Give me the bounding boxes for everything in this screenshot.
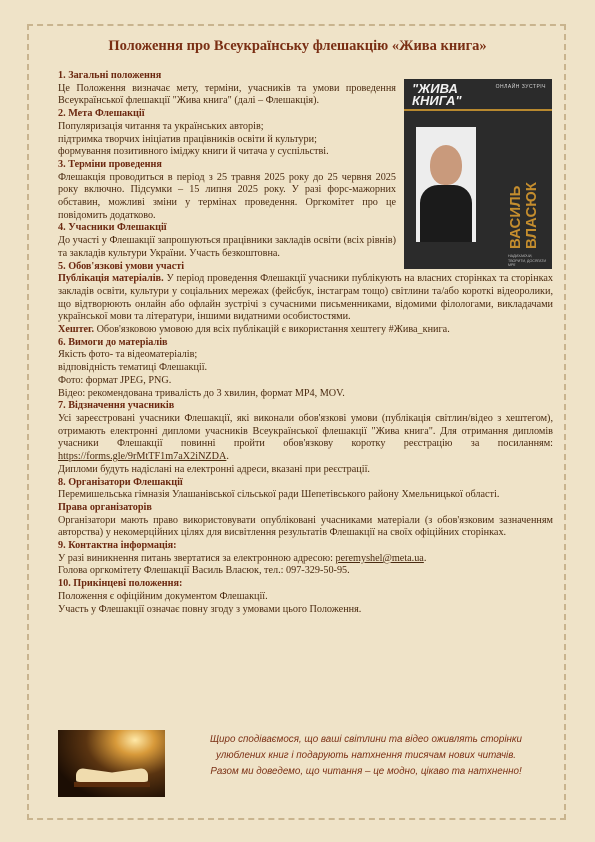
list-item: Популяризація читання та українських авторів; xyxy=(58,120,264,132)
email-link[interactable]: peremyshel@meta.ua xyxy=(335,552,424,564)
section-heading: Права організаторів xyxy=(58,501,152,513)
open-book-image xyxy=(58,730,165,797)
book-binding xyxy=(74,782,150,787)
section-heading: 3. Терміни проведення xyxy=(58,158,162,170)
section-heading: 6. Вимоги до матеріалів xyxy=(58,336,168,348)
section-heading: 2. Мета Флешакції xyxy=(58,108,145,120)
section-text: До участі у Флешакції запрошуються працівники закладів освіти (всіх рівнів) та закладів культури України. Участь безкоштовна. xyxy=(58,235,396,259)
closing-line: Щиро сподіваємося, що ваші світлини та відео оживлять сторінки xyxy=(210,734,522,745)
list-item: відповідність тематиці Флешакції. xyxy=(58,362,208,374)
book-icon xyxy=(76,770,148,788)
section-text: Це Положення визначає мету, терміни, учасників та умови проведення Всеукраїнської флешакції "Жива книга" (далі – Флешакція). xyxy=(58,82,396,107)
list-item: формування позитивного іміджу книги й читача у суспільстві. xyxy=(58,146,329,158)
section-1 xyxy=(58,70,396,261)
list-item: підтримка творчих ініціатив працівників освіти й культури; xyxy=(58,133,317,145)
section-text: Усі зареєстровані учасники Флешакції, які виконали обов'язкові умови (публікація світлин/відео з хештегом), отримають електронні дипломи учасників Всеукраїнської флешакції "Жива книга". Для отримання дипломів учасники Флешакції повинні пройти обов'язкову коротку реєстрацію за посиланням: https://forms.gle/9rMtTF1m7aX2iNZDA. xyxy=(58,412,553,463)
publication-text: У період проведення Флешакції учасники публікують на власних сторінках та сторінках закладів освіти, культури у соціальних мережах (фейсбук, інстаграм тощо) світлини та/або короткі відеоролики, що відтворюють онлайн або офлайн зустрічі з сучасними письменниками, відомими філологами, викладачами української мови та літератури, іншими видатними особистостями. xyxy=(58,273,553,323)
cover-subtitle: ОНЛАЙН ЗУСТРІЧ xyxy=(495,84,546,90)
list-item: Фото: формат JPEG, PNG. xyxy=(58,374,172,386)
section-text xyxy=(58,553,553,566)
cover-title: "ЖИВА КНИГА" xyxy=(412,81,462,108)
closing-line: улюблених книг і подарують натхнення тисячам нових читачів. xyxy=(215,750,517,761)
section-text xyxy=(58,273,553,324)
list-item: Участь у Флешакції означає повну згоду з умовами цього Положення. xyxy=(58,603,362,615)
section-text: Голова оргкомітету Флешакції Василь Власюк, тел.: 097-329-50-95. xyxy=(58,565,350,577)
hashtag-label: Хештег. xyxy=(58,324,95,336)
section-heading: 5. Обов'язкові умови участі xyxy=(58,260,185,272)
section-text: Флешакція проводиться в період з 25 травня 2025 року до 25 червня 2025 року включно. Підсумки – 15 липня 2025 року. У разі форс-мажорних обставин, можливі зміни у термінах проведення. Оргкомітет про це повідомить додатково. xyxy=(58,171,396,221)
section-heading: 4. Учасники Флешакції xyxy=(58,222,167,234)
publication-label: Публікація матеріалів. xyxy=(58,273,164,285)
registration-link[interactable]: https://forms.gle/9rMtTF1m7aX2iNZDA xyxy=(58,451,227,463)
page-title: Положення про Всеукраїнську флешакцію «Жива книга» xyxy=(108,38,487,54)
section-text: Організатори мають право використовувати опубліковані учасниками матеріали (з обов'язковим зазначенням авторства) у некомерційних цілях для висвітлення результатів Флешакції на своїх офіційних сторінках. xyxy=(58,514,553,539)
cover-tagline: НАДИХАЮЧИ, ТВОРИТИ, ДОСЯГАТИ МРІЇ xyxy=(508,254,547,267)
list-item: Якість фото- та відеоматеріалів; xyxy=(58,349,198,361)
document-body xyxy=(58,70,553,616)
hashtag-text: Обов'язковою умовою для всіх публікацій є використання хештегу #Жива_книга. xyxy=(94,324,450,336)
contact-text: У разі виникнення питань звертатися за електронною адресою: xyxy=(58,552,336,564)
section-heading: 8. Організатори Флешакції xyxy=(58,476,183,488)
list-item: Відео: рекомендована тривалість до 3 хвилин, формат MP4, MOV. xyxy=(58,387,345,399)
section-text xyxy=(58,324,553,337)
awards-text: Усі зареєстровані учасники Флешакції, які виконали обов'язкові умови (публікація світлин/відео з хештегом), отримають електронні дипломи учасників Всеукраїнської флешакції "Жива книга". Для отримання дипломів учасники Флешакції повинні пройти обов'язкову коротку реєстрацію за посиланням: xyxy=(58,412,553,450)
list-item: Положення є офіційним документом Флешакції. xyxy=(58,590,268,602)
section-heading: 1. Загальні положення xyxy=(58,70,162,81)
closing-line: Разом ми доведемо, що читання – це модно, цікаво та натхненно! xyxy=(210,766,522,777)
section-text: Дипломи будуть надіслані на електронні адреси, вказані при реєстрації. xyxy=(58,463,370,475)
section-heading: 9. Контактна інформація: xyxy=(58,540,177,552)
contact-end: . xyxy=(423,552,427,564)
section-heading: 7. Відзначення учасників xyxy=(58,400,175,412)
section-heading: 10. Прикінцеві положення: xyxy=(58,578,183,590)
section-text: Перемишельська гімназія Улашанівської сільської ради Шепетівського району Хмельницької області. xyxy=(58,489,500,501)
closing-message xyxy=(176,732,556,780)
cover-author-name: ВАСИЛЬ ВЛАСЮК xyxy=(507,182,540,249)
